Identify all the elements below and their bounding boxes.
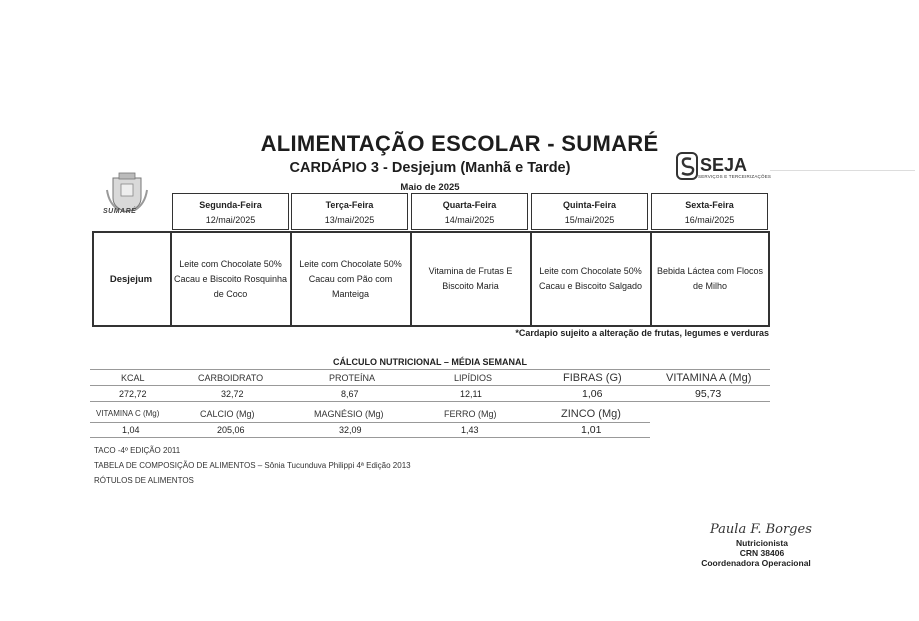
nutrient-label: KCAL (121, 373, 145, 383)
day-date: 14/mai/2025 (444, 215, 495, 225)
signature-crn: CRN 38406 (739, 548, 785, 558)
day-date: 12/mai/2025 (205, 215, 256, 225)
divider-line (90, 422, 650, 423)
day-name: Segunda-Feira (199, 200, 262, 210)
nutrient-value: 32,09 (339, 425, 362, 435)
meal-cell: Leite com Chocolate 50% Cacau e Biscoito Salgado (538, 266, 643, 291)
nutrient-label: CALCIO (Mg) (200, 409, 255, 419)
nutrient-value: 272,72 (119, 389, 147, 399)
day-header (651, 193, 768, 230)
nutrient-label: PROTEÍNA (329, 373, 376, 383)
nutrient-value: 12,11 (460, 389, 482, 399)
nutrient-label: MAGNÉSIO (Mg) (314, 409, 384, 419)
meal-cell: Leite com Chocolate 50% Cacau com Pão com Manteiga (299, 258, 402, 299)
day-name: Quarta-Feira (442, 200, 497, 210)
nutrient-label: ZINCO (Mg) (561, 408, 621, 420)
menu-disclaimer: *Cardapio sujeito a alteração de frutas, legumes e verduras (515, 328, 769, 338)
nutrient-value: 95,73 (695, 388, 722, 400)
divider-line (90, 385, 770, 386)
day-header (172, 193, 289, 230)
nutrient-value: 1,06 (582, 388, 603, 400)
menu-month: Maio de 2025 (400, 182, 460, 193)
day-date: 15/mai/2025 (564, 215, 615, 225)
day-name: Quinta-Feira (562, 200, 616, 210)
reference-line: RÓTULOS DE ALIMENTOS (94, 476, 194, 485)
divider-line (90, 369, 770, 370)
day-header (411, 193, 528, 230)
day-name: Terça-Feira (325, 200, 374, 210)
nutrient-label: CARBOIDRATO (198, 373, 264, 383)
nutrient-value: 1,43 (461, 425, 479, 435)
scan-artifact-line (770, 170, 915, 171)
signature-name: Paula F. Borges (710, 522, 812, 537)
day-date: 13/mai/2025 (324, 215, 375, 225)
nutrition-title: CÁLCULO NUTRICIONAL – MÉDIA SEMANAL (333, 357, 527, 367)
reference-line: TACO -4º EDIÇÃO 2011 (94, 446, 181, 455)
nutrient-value: 1,04 (122, 425, 140, 435)
nutrient-value: 1,01 (581, 424, 602, 436)
nutrient-label: VITAMINA A (Mg) (666, 372, 752, 384)
signature-role: Nutricionista (736, 538, 788, 548)
day-date: 16/mai/2025 (684, 215, 735, 225)
seja-logo-text: SEJA (700, 155, 748, 175)
nutrient-label: FIBRAS (G) (563, 372, 622, 384)
meal-cell: Bebida Láctea com Flocos de Milho (656, 266, 764, 291)
divider-line (90, 437, 650, 438)
nutrient-label: FERRO (Mg) (444, 409, 497, 419)
day-name: Sexta-Feira (685, 200, 734, 210)
meal-row-label: Desjejum (109, 273, 153, 285)
page-title: ALIMENTAÇÃO ESCOLAR - SUMARÉ (260, 131, 659, 156)
nutrient-value: 8,67 (341, 389, 359, 399)
reference-line: TABELA DE COMPOSIÇÃO DE ALIMENTOS – Sônia Tucunduva Philippi 4ª Edição 2013 (94, 461, 411, 470)
menu-subtitle: CARDÁPIO 3 - Desjejum (Manhã e Tarde) (289, 160, 571, 176)
day-header (531, 193, 648, 230)
divider-line (90, 401, 770, 402)
day-header (291, 193, 408, 230)
meal-cell: Vitamina de Frutas E Biscoito Maria (428, 266, 513, 291)
nutrient-value: 205,06 (217, 425, 245, 435)
city-logo-text: SUMARÉ (103, 208, 137, 215)
meal-cell: Leite com Chocolate 50% Cacau e Biscoito Rosquinha de Coco (173, 258, 288, 299)
signature-position: Coordenadora Operacional (701, 558, 811, 568)
nutrient-value: 32,72 (221, 389, 244, 399)
nutrient-label: VITAMINA C (Mg) (96, 409, 160, 418)
nutrient-label: LIPÍDIOS (454, 373, 493, 383)
seja-logo-subtitle: SERVIÇOS E TERCEIRIZAÇÕES (698, 174, 772, 179)
